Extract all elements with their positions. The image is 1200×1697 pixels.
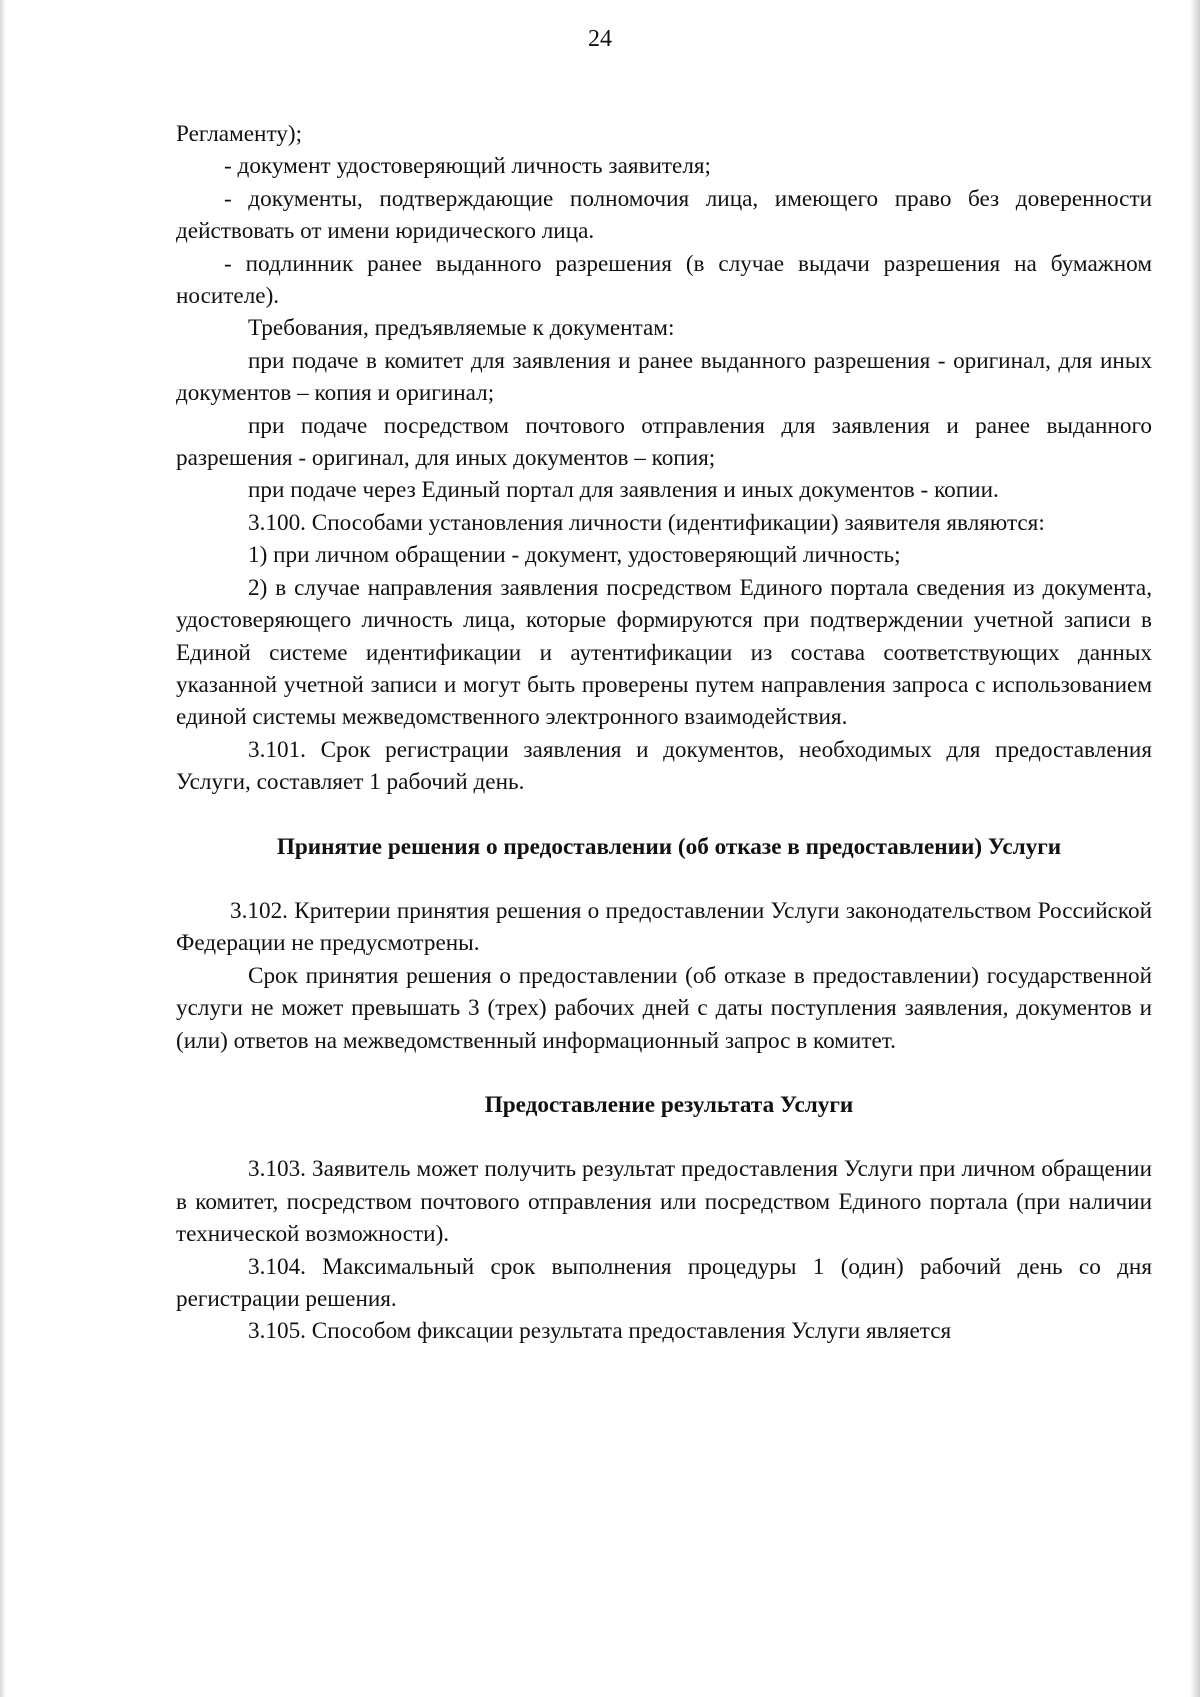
paragraph: - документы, подтверждающие полномочия лица, имеющего право без доверенности действовать от имени юридического лица. <box>176 185 1152 245</box>
paragraph: 3.102. Критерии принятия решения о предоставлении Услуги законодательством Российской Федерации не предусмотрены. <box>176 897 1152 957</box>
paragraph: при подаче посредством почтового отправления для заявления и ранее выданного разрешения - оригинал, для иных документов – копия; <box>176 412 1152 472</box>
section-heading: Принятие решения о предоставлении (об отказе в предоставлении) Услуги <box>276 833 1062 860</box>
paragraph: 3.105. Способом фиксации результата предоставления Услуги является <box>248 1318 952 1345</box>
paragraph: - документ удостоверяющий личность заявителя; <box>224 153 712 180</box>
section-gap <box>176 863 1152 895</box>
section-gap <box>176 1057 1152 1089</box>
page-number: 24 <box>588 26 612 52</box>
section-heading: Предоставление результата Услуги <box>484 1091 854 1118</box>
paragraph: при подаче через Единый портал для заявления и иных документов - копии. <box>248 477 999 504</box>
scan-edge-right <box>1190 0 1200 1697</box>
paragraph: Требования, предъявляемые к документам: <box>248 315 675 342</box>
paragraph: 3.104. Максимальный срок выполнения процедуры 1 (один) рабочий день со дня регистрации решения. <box>176 1253 1152 1312</box>
paragraph: при подаче в комитет для заявления и ранее выданного разрешения - оригинал, для иных документов – копия и оригинал; <box>176 347 1152 407</box>
scan-edge-left <box>0 0 6 1697</box>
section-gap <box>176 1121 1152 1153</box>
paragraph: Срок принятия решения о предоставлении (об отказе в предоставлении) государственной услуги не может превышать 3 (трех) рабочих дней с даты поступления заявления, документов и (или) ответов на межведомственный информационный запрос в комитет. <box>176 962 1152 1054</box>
paragraph: 3.100. Способами установления личности (идентификации) заявителя являются: <box>248 509 1045 536</box>
paragraph: 1) при личном обращении - документ, удостоверяющий личность; <box>248 542 901 569</box>
paragraph: 3.101. Срок регистрации заявления и документов, необходимых для предоставления Услуги, составляет 1 рабочий день. <box>176 736 1152 796</box>
paragraph: 2) в случае направления заявления посредством Единого портала сведения из документа, удостоверяющего личность лица, которые формируются при подтверждении учетной записи в Единой системе идентификации и аутентификации из состава соответствующих данных указанной учетной записи и могут быть проверены путем направления запроса с использованием единой системы межведомственного электронного взаимодействия. <box>176 574 1152 731</box>
document-body <box>176 118 1152 1348</box>
paragraph: - подлинник ранее выданного разрешения (в случае выдачи разрешения на бумажном носителе). <box>176 250 1152 310</box>
paragraph: 3.103. Заявитель может получить результат предоставления Услуги при личном обращении в комитет, посредством почтового отправления или посредством Единого портала (при наличии технической возможности). <box>176 1156 1152 1248</box>
paragraph: Регламенту); <box>176 121 303 147</box>
section-gap <box>176 799 1152 831</box>
